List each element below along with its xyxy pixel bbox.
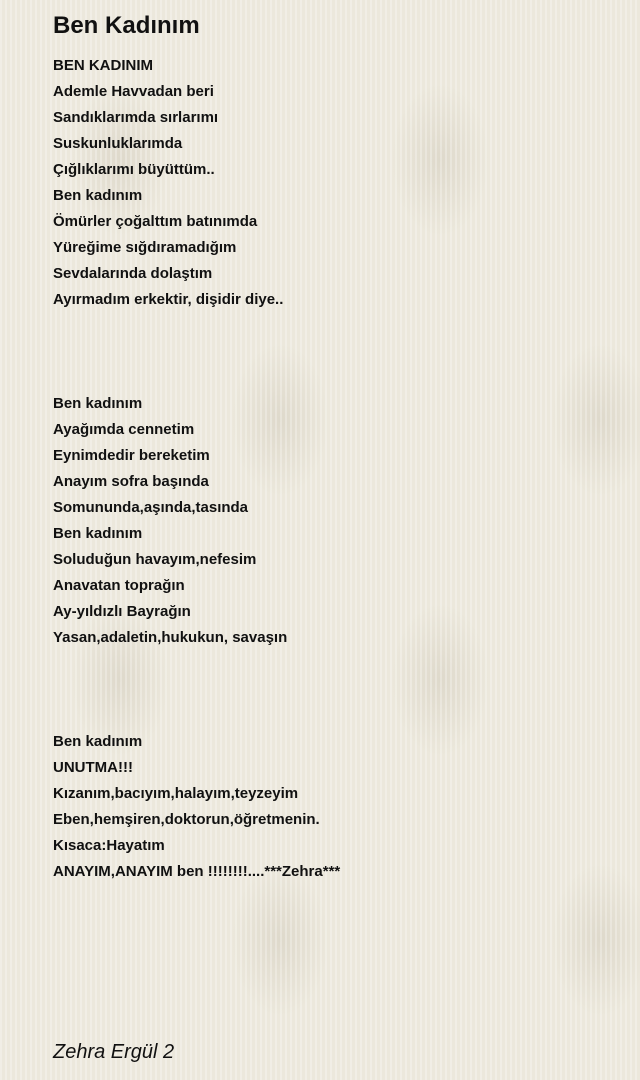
poem-line: Ay-yıldızlı Bayrağın [53,603,191,620]
poem-line: Somununda,aşında,tasında [53,499,249,516]
poem-line: Kısaca:Hayatım [53,837,165,854]
stanza-spacer [53,313,613,391]
poem-line: Ömürler çoğalttım batınımda [53,213,258,230]
stanza-1 [53,53,613,313]
poem-line: Çığlıklarımı büyüttüm.. [53,161,215,178]
poem-line: Ademle Havvadan beri [53,83,214,100]
stanza-spacer [53,651,613,729]
poem-body [53,53,613,885]
poem-line: Eynimdedir bereketim [53,447,210,464]
poem-line: Suskunluklarımda [53,135,183,152]
poem-line: Eben,hemşiren,doktorun,öğretmenin. [53,811,320,828]
poem-line: Yasan,adaletin,hukukun, savaşın [53,629,288,646]
poem-line: Ben kadınım [53,733,143,750]
poem-line: Ben kadınım [53,187,143,204]
poem-line: ANAYIM,ANAYIM ben !!!!!!!!....***Zehra*** [53,863,341,880]
stanza-3 [53,729,613,885]
author-signature: Zehra Ergül 2 [53,1041,175,1063]
poem-line: Anayım sofra başında [53,473,209,490]
stanza-2 [53,391,613,651]
page-title: Ben Kadınım [53,12,200,39]
poem-line: Ben kadınım [53,395,143,412]
poem-line: Ben kadınım [53,525,143,542]
poem-line: BEN KADINIM [53,57,153,74]
poem-line: Sevdalarında dolaştım [53,265,213,282]
poem-line: Yüreğime sığdıramadığım [53,239,237,256]
poem-line: Soluduğun havayım,nefesim [53,551,257,568]
poem-line: Ayırmadım erkektir, dişidir diye.. [53,291,284,308]
poem-line: Kızanım,bacıyım,halayım,teyzeyim [53,785,299,802]
poem-line: Sandıklarımda sırlarımı [53,109,219,126]
poem-line: UNUTMA!!! [53,759,133,776]
poem-line: Anavatan toprağın [53,577,185,594]
poem-line: Ayağımda cennetim [53,421,195,438]
